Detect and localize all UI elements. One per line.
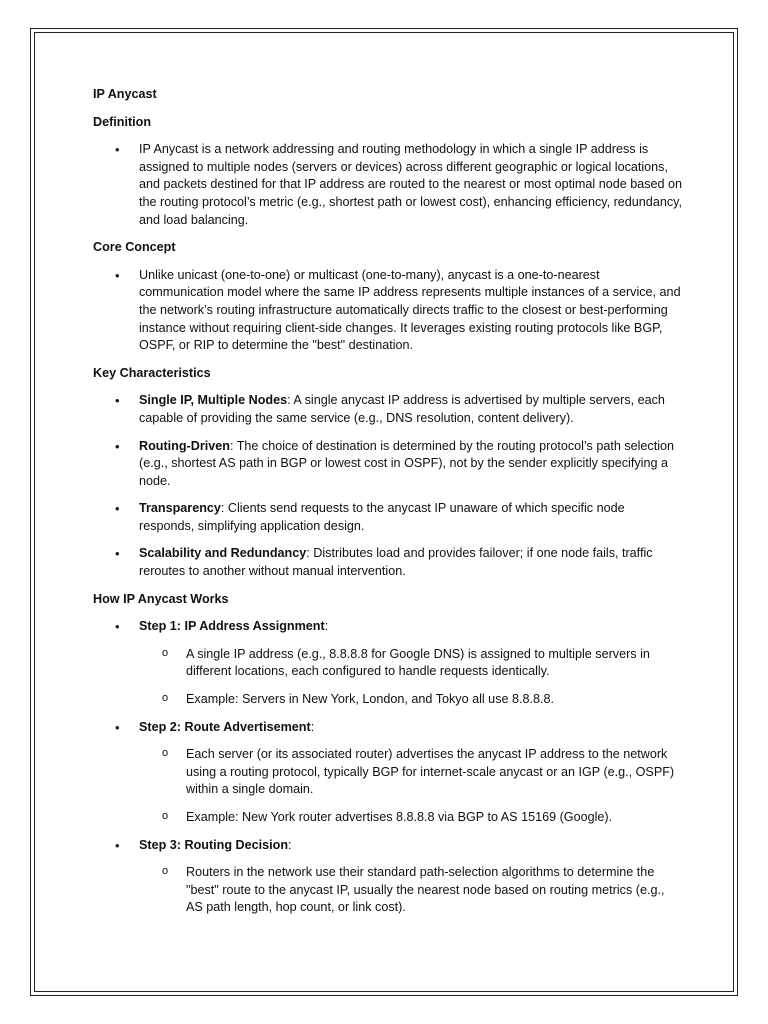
definition-bullet: • IP Anycast is a network addressing and routing methodology in which a single IP address is assigned to multiple nodes (servers or devices) across different geographic or logical locations, and packets destined for that IP address are routed to the nearest or most optimal node based on the routing protocol’s metric (e.g., shortest path or lowest cost), enhancing efficiency, redundancy, and load balancing. <box>93 141 683 229</box>
characteristic-text: : A single anycast IP address is advertised by multiple servers, each capable of providing the same service (e.g., DNS resolution, content delivery). <box>139 393 665 425</box>
step-suffix: : <box>324 619 329 634</box>
characteristic-term: Routing-Driven <box>139 438 230 453</box>
step-item <box>93 719 683 737</box>
characteristic-text: : Distributes load and provides failover; if one node fails, traffic reroutes to another without manual intervention. <box>139 546 653 579</box>
step-sub-item: o Each server (or its associated router) advertises the anycast IP address to the network using a routing protocol, typically BGP for internet-scale anycast or an IGP (e.g., OSPF) within a single domain. <box>93 746 683 799</box>
step-item <box>93 837 683 855</box>
characteristic-item <box>93 500 683 535</box>
document-title: IP Anycast <box>93 87 157 101</box>
step-sub-item: o Example: New York router advertises 8.8.8.8 via BGP to AS 15169 (Google). <box>93 809 683 827</box>
characteristic-term: Single IP, Multiple Nodes <box>139 393 288 408</box>
definition-list <box>93 141 683 229</box>
step-sub-item: o Routers in the network use their standard path-selection algorithms to determine the "best" route to the anycast IP, usually the nearest node based on routing metrics (e.g., AS path length, hop count, or link cost). <box>93 864 683 917</box>
characteristic-term: Transparency <box>139 501 221 516</box>
characteristic-item <box>93 392 683 427</box>
step-item <box>93 618 683 636</box>
document-body <box>93 86 683 927</box>
step-label: Step 1: IP Address Assignment <box>139 619 325 634</box>
characteristic-text: : The choice of destination is determined by the routing protocol’s path selection (e.g., shortest AS path in BGP or lowest cost in OSPF), not by the sender explicitly specifying a node. <box>139 438 675 488</box>
how-it-works-heading: How IP Anycast Works <box>93 591 229 606</box>
core-concept-list <box>93 267 683 355</box>
steps-list <box>93 618 683 917</box>
characteristic-term: Scalability and Redundancy <box>139 546 307 561</box>
characteristics-list <box>93 392 683 580</box>
core-concept-heading: Core Concept <box>93 240 176 255</box>
definition-heading: Definition <box>93 114 152 129</box>
core-concept-bullet: • Unlike unicast (one-to-one) or multicast (one-to-many), anycast is a one-to-nearest communication model where the same IP address represents multiple instances of a service, and the network’s routing infrastructure automatically directs traffic to the closest or best-performing instance without requiring client-side changes. It leverages existing routing protocols like BGP, OSPF, or RIP to determine the "best" destination. <box>93 267 683 355</box>
step-sub-item: o A single IP address (e.g., 8.8.8.8 for Google DNS) is assigned to multiple servers in different locations, each configured to handle requests identically. <box>93 646 683 681</box>
step-suffix: : <box>310 719 315 734</box>
characteristic-item <box>93 545 683 580</box>
key-characteristics-heading: Key Characteristics <box>93 365 211 380</box>
step-label: Step 2: Route Advertisement <box>139 719 311 734</box>
step-sub-item: o Example: Servers in New York, London, and Tokyo all use 8.8.8.8. <box>93 691 683 709</box>
step-suffix: : <box>288 837 292 852</box>
step-label: Step 3: Routing Decision <box>139 837 289 852</box>
characteristic-text: : Clients send requests to the anycast IP unaware of which specific node responds, simplifying application design. <box>139 501 625 533</box>
characteristic-item <box>93 438 683 491</box>
